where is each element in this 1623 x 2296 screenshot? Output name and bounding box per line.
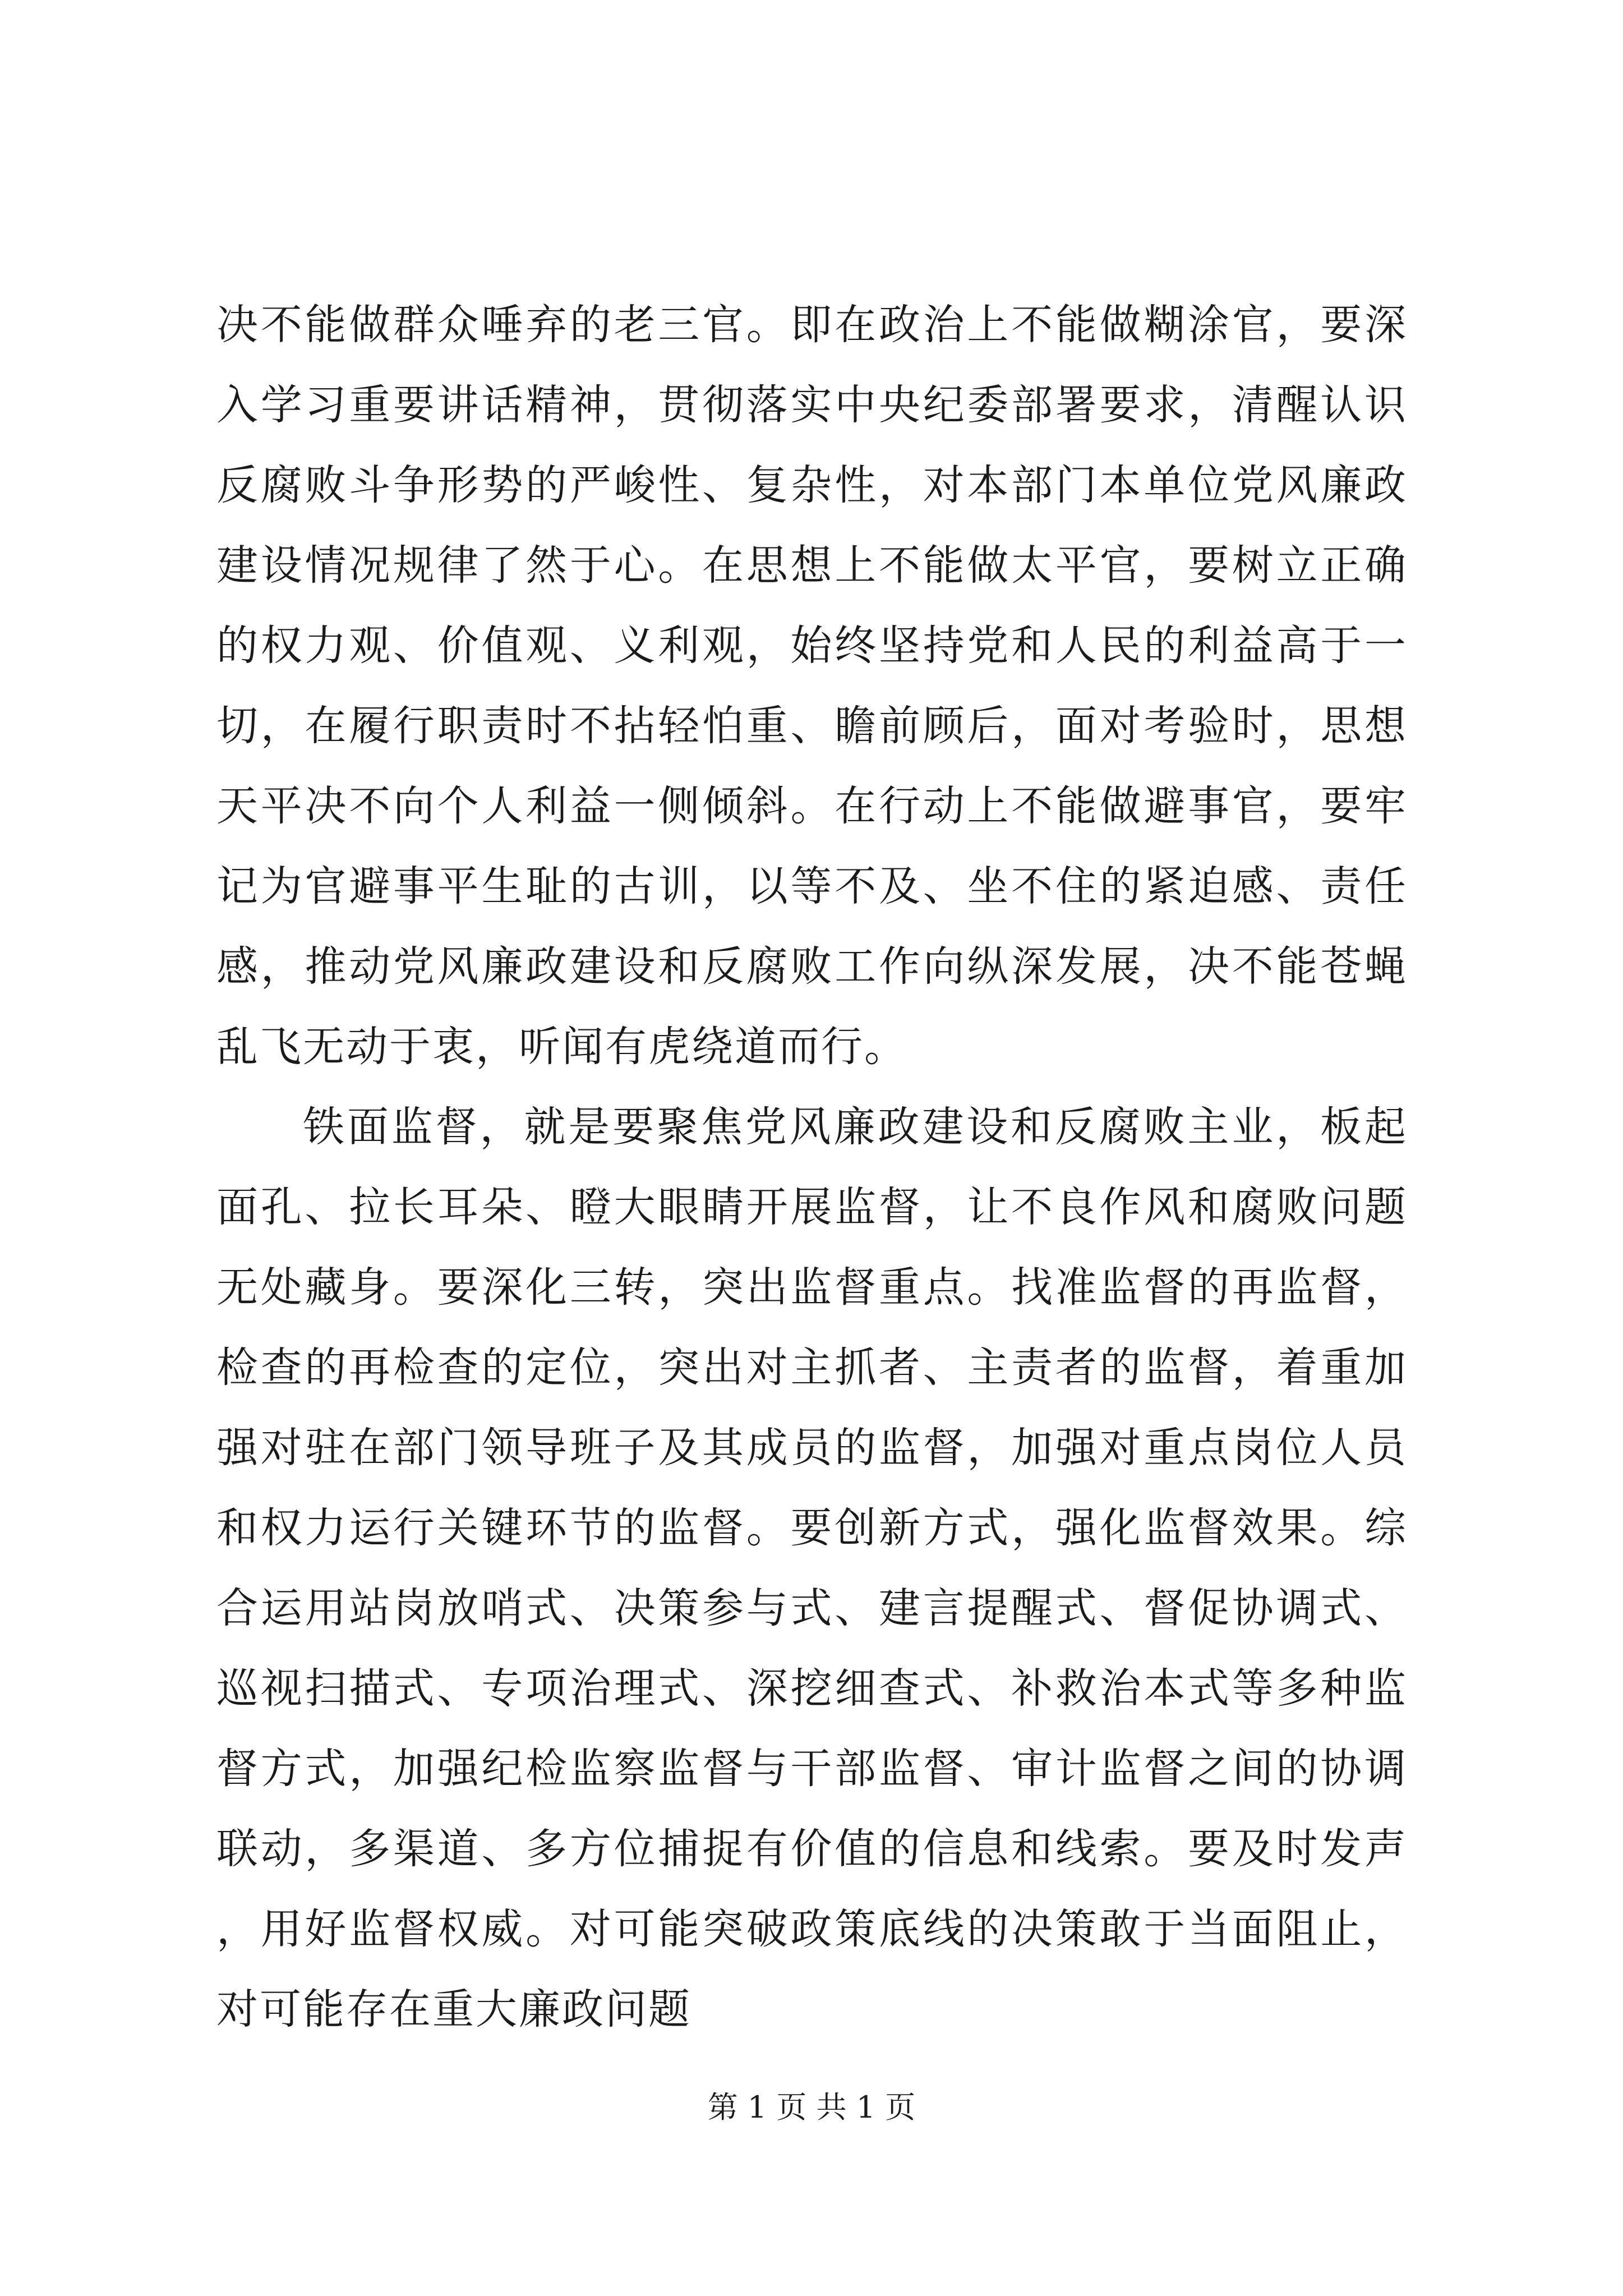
document-body (216, 285, 1408, 2050)
paragraph-continuation: 决不能做群众唾弃的老三官。即在政治上不能做糊涂官，要深入学习重要讲话精神，贯彻落实中央纪委部署要求，清醒认识反腐败斗争形势的严峻性、复杂性，对本部门本单位党风廉政建设情况规律了然于心。在思想上不能做太平官，要树立正确的权力观、价值观、义利观，始终坚持党和人民的利益高于一切，在履行职责时不拈轻怕重、瞻前顾后，面对考验时，思想天平决不向个人利益一侧倾斜。在行动上不能做避事官，要牢记为官避事平生耻的古训，以等不及、坐不住的紧迫感、责任感，推动党风廉政建设和反腐败工作向纵深发展，决不能苍蝇乱飞无动于衷，听闻有虎绕道而行。 (216, 301, 1408, 1071)
page-footer: 第 1 页 共 1 页 (707, 2090, 916, 2125)
paragraph-iron-supervision: 铁面监督，就是要聚焦党风廉政建设和反腐败主业，板起面孔、拉长耳朵、瞪大眼睛开展监督，让不良作风和腐败问题无处藏身。要深化三转，突出监督重点。找准监督的再监督，检查的再检查的定位，突出对主抓者、主责者的监督，着重加强对驻在部门领导班子及其成员的监督，加强对重点岗位人员和权力运行关键环节的监督。要创新方式，强化监督效果。综合运用站岗放哨式、决策参与式、建言提醒式、督促协调式、巡视扫描式、专项治理式、深挖细查式、补救治本式等多种监督方式，加强纪检监察监督与干部监督、审计监督之间的协调联动，多渠道、多方位捕捉有价值的信息和线索。要及时发声，用好监督权威。对可能突破政策底线的决策敢于当面阻止，对可能存在重大廉政问题 (216, 1103, 1408, 2033)
